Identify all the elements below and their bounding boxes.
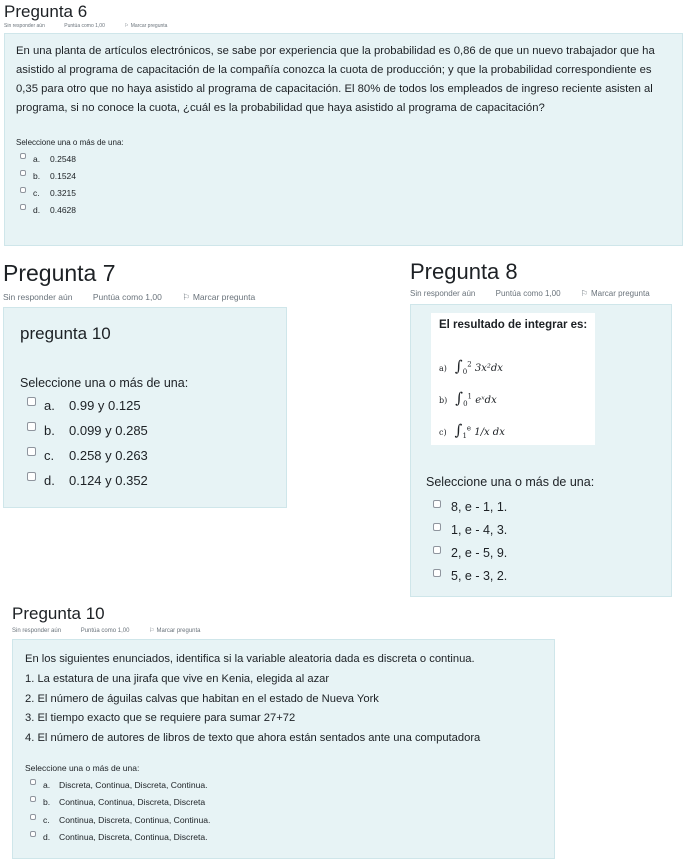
q6-title: Pregunta 6 — [4, 2, 88, 21]
q6-options — [16, 151, 672, 219]
q7-question-text: pregunta 10 — [20, 324, 111, 343]
integral-expression: $\int_0^1$ eˣdx — [455, 389, 497, 408]
option-letter: d. — [44, 473, 55, 488]
q7-flag-label: Marcar pregunta — [192, 292, 256, 302]
q7-title: Pregunta 7 — [3, 260, 116, 286]
q8-option-4[interactable] — [433, 565, 507, 588]
q6-flag-label: Marcar pregunta — [130, 23, 168, 29]
q7-option-a[interactable] — [20, 393, 270, 418]
option-text: 5, e - 3, 2. — [451, 569, 508, 583]
integral-expression: $\int_1^e$ 1/x dx — [454, 421, 505, 440]
q8-score: Puntúa como 1,00 — [495, 289, 561, 298]
option-text: 0.2548 — [50, 154, 76, 164]
checkbox[interactable] — [27, 472, 36, 481]
q10-statement-1: 1. La estatura de una jirafa que vive en Kenia, elegida al azar — [25, 672, 330, 685]
q7-flag[interactable] — [182, 292, 255, 302]
checkbox[interactable] — [433, 569, 441, 577]
q10-header — [12, 605, 219, 634]
checkbox[interactable] — [433, 500, 441, 508]
option-text: 0.258 y 0.263 — [69, 448, 148, 463]
q7-options — [20, 393, 270, 493]
q10-options — [25, 777, 544, 847]
option-text: 0.3215 — [50, 188, 76, 198]
q6-content — [4, 33, 683, 246]
q10-statement-2: 2. El número de águilas calvas que habitan en el estado de Nueva York — [25, 692, 379, 705]
q8-flag[interactable] — [581, 289, 650, 298]
checkbox[interactable] — [20, 204, 26, 210]
q7-meta — [3, 292, 273, 303]
q10-option-d[interactable] — [25, 829, 544, 847]
option-text: Continua, Continua, Discreta, Discreta — [59, 797, 206, 808]
option-text: 8, e - 1, 1. — [451, 500, 508, 514]
option-letter: a. — [33, 154, 41, 164]
checkbox[interactable] — [30, 779, 36, 785]
q6-score: Puntúa como 1,00 — [64, 23, 105, 29]
q7-header — [3, 262, 273, 303]
q10-question-text — [25, 650, 544, 749]
q7-status: Sin responder aún — [3, 292, 73, 302]
checkbox[interactable] — [27, 397, 36, 406]
q8-content — [410, 304, 672, 597]
q8-header — [410, 261, 668, 298]
option-letter: b. — [44, 423, 55, 438]
option-letter: a. — [43, 779, 51, 790]
flag-icon: ⚐ — [124, 23, 129, 29]
q8-flag-label: Marcar pregunta — [590, 289, 650, 298]
q8-status: Sin responder aún — [410, 289, 476, 298]
q7-option-c[interactable] — [20, 443, 270, 468]
q6-prompt: Seleccione una o más de una: — [16, 138, 124, 147]
q7-prompt: Seleccione una o más de una: — [20, 376, 189, 390]
option-text: 2, e - 5, 9. — [451, 546, 508, 560]
checkbox[interactable] — [30, 814, 36, 820]
checkbox[interactable] — [20, 187, 26, 193]
option-letter: a. — [44, 398, 55, 413]
checkbox[interactable] — [433, 546, 441, 554]
integral-label: b) — [439, 396, 448, 405]
q10-statement-3: 3. El tiempo exacto que se requiere para sumar 27+72 — [25, 712, 296, 725]
q8-option-1[interactable] — [433, 496, 507, 519]
q6-option-c[interactable] — [16, 185, 672, 202]
q6-header — [4, 3, 185, 29]
q10-meta — [12, 627, 219, 634]
q7-score: Puntúa como 1,00 — [92, 292, 162, 302]
q7-option-b[interactable] — [20, 418, 270, 443]
q10-option-c[interactable] — [25, 812, 544, 830]
option-letter: c. — [33, 188, 40, 198]
q7-option-d[interactable] — [20, 468, 270, 493]
q10-flag-label: Marcar pregunta — [156, 628, 201, 634]
q8-options — [433, 496, 507, 588]
checkbox[interactable] — [30, 831, 36, 837]
q8-image-heading: El resultado de integrar es: — [439, 319, 588, 331]
flag-icon: ⚐ — [182, 292, 190, 302]
q8-title: Pregunta 8 — [410, 259, 518, 284]
option-letter: d. — [33, 205, 41, 215]
flag-icon: ⚐ — [580, 289, 588, 298]
q6-status: Sin responder aún — [4, 23, 45, 29]
option-letter: c. — [44, 448, 55, 463]
q8-integral-c — [439, 421, 505, 440]
option-text: Continua, Discreta, Continua, Continua. — [59, 814, 211, 825]
q8-integral-b — [439, 389, 497, 408]
q6-option-a[interactable] — [16, 151, 672, 168]
option-letter: b. — [33, 171, 41, 181]
q10-intro: En los siguientes enunciados, identifica si la variable aleatoria dada es discreta o continua. — [25, 653, 475, 665]
option-text: 0.1524 — [50, 171, 76, 181]
option-text: 0.99 y 0.125 — [69, 398, 141, 413]
checkbox[interactable] — [20, 170, 26, 176]
q8-prompt: Seleccione una o más de una: — [426, 475, 595, 489]
q10-content — [12, 639, 555, 859]
q10-prompt: Seleccione una o más de una: — [25, 762, 140, 773]
q10-option-b[interactable] — [25, 794, 544, 812]
q8-option-2[interactable] — [433, 519, 507, 542]
integral-label: a) — [439, 364, 447, 373]
checkbox[interactable] — [20, 153, 26, 159]
q6-question-text: En una planta de artículos electrónicos, se sabe por experiencia que la probabilidad es 0,86 de que un nuevo trabajador que ha asistido al programa de capacitación de la compañía conozca la cuota de producción; y que la probabilidad correspondiente es 0,35 para otro que no haya asistido al programa de capacitación. El 80% de todos los empleados de ingreso reciente asisten al programa, si no conoce la cuota, ¿cuál es la probabilidad que haya asistido al programa de capacitación? — [16, 45, 655, 114]
option-text: 0.124 y 0.352 — [69, 473, 148, 488]
q7-content — [3, 307, 287, 508]
option-letter: d. — [43, 832, 51, 843]
q6-option-d[interactable] — [16, 202, 672, 219]
q10-status: Sin responder aún — [12, 628, 62, 634]
option-text: 1, e - 4, 3. — [451, 523, 508, 537]
flag-icon: ⚐ — [149, 628, 155, 634]
integral-expression: $\int_0^2$ 3x²dx — [454, 357, 503, 376]
q10-flag[interactable] — [149, 628, 200, 634]
q10-score: Puntúa como 1,00 — [80, 628, 130, 634]
integral-label: c) — [439, 428, 447, 437]
q10-statement-4: 4. El número de autores de libros de texto que ahora están sentados ante una computadora — [25, 732, 481, 745]
option-text: 0.4628 — [50, 205, 76, 215]
option-text: Discreta, Continua, Discreta, Continua. — [59, 779, 208, 790]
checkbox[interactable] — [433, 523, 441, 531]
q10-option-a[interactable] — [25, 777, 544, 795]
q8-integral-a — [439, 357, 503, 376]
option-letter: c. — [43, 814, 50, 825]
checkbox[interactable] — [27, 447, 36, 456]
q8-option-3[interactable] — [433, 542, 507, 565]
q6-meta — [4, 23, 185, 29]
checkbox[interactable] — [27, 422, 36, 431]
q8-meta — [410, 289, 668, 298]
option-letter: b. — [43, 797, 51, 808]
q10-title: Pregunta 10 — [12, 604, 105, 623]
q6-option-b[interactable] — [16, 168, 672, 185]
q6-flag[interactable] — [124, 23, 167, 29]
checkbox[interactable] — [30, 796, 36, 802]
q8-integral-image — [431, 313, 595, 445]
option-text: Continua, Discreta, Continua, Discreta. — [59, 832, 208, 843]
option-text: 0.099 y 0.285 — [69, 423, 148, 438]
